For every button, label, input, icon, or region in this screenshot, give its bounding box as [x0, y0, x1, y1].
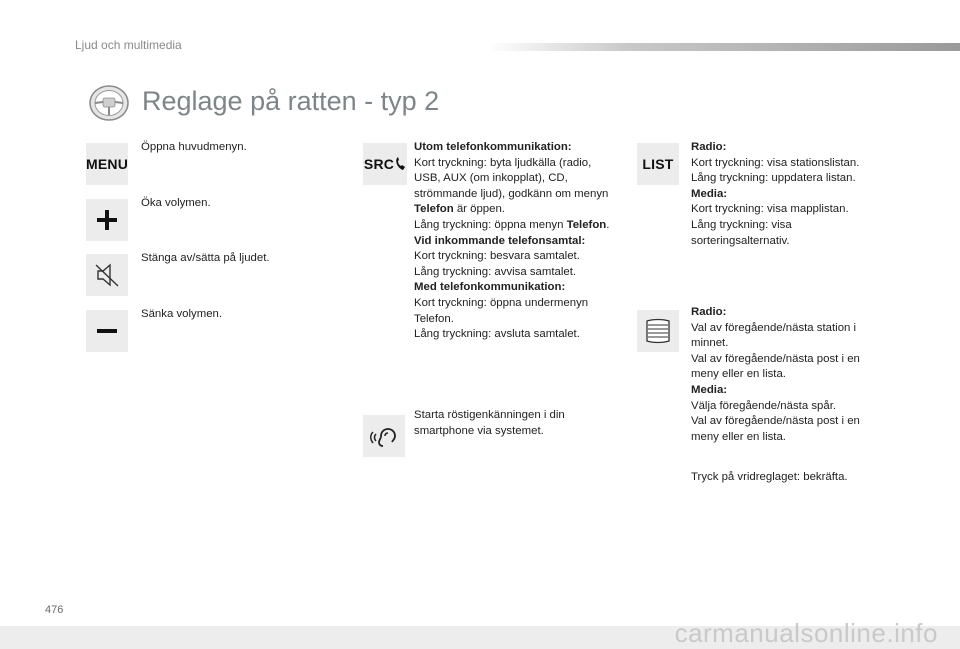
steering-wheel-icon: [88, 84, 130, 122]
phone-handset-icon: [394, 157, 406, 171]
volume-up-description: Öka volymen.: [141, 197, 211, 209]
src-icon-label: SRC: [363, 156, 395, 172]
thumbwheel-description: Radio: Val av föregående/nästa station i minnet. Val av föregående/nästa post i en meny eller en lista. Media: Välja föregående/nästa spår. Val av föregående/nästa post i en meny eller en lista.: [691, 306, 860, 443]
volume-up-icon: [86, 199, 128, 241]
header-divider: [488, 43, 960, 51]
list-heading-radio: Radio:: [691, 141, 727, 153]
src-telefon-bold: Telefon: [414, 203, 454, 216]
page-number: 476: [45, 604, 64, 616]
list-description: Radio: Kort tryckning: visa stationslistan. Lång tryckning: uppdatera listan. Media: Kort tryckning: visa mapplistan. Lång tryckning: visa sorteringsalternativ.: [691, 141, 860, 247]
wheel-heading-media: Media:: [691, 383, 728, 396]
src-heading-incoming: Vid inkommande telefonsamtal:: [414, 234, 586, 247]
wheel-heading-radio: Radio:: [691, 306, 727, 318]
src-heading-no-call: Utom telefonkommunikation:: [414, 141, 572, 153]
src-heading-in-call: Med telefonkommunikation:: [414, 281, 566, 294]
menu-icon-label: MENU: [85, 156, 129, 172]
src-short-press-text: Kort tryckning: byta ljudkälla (radio, USB, AUX (om inkopplat), CD, strömmande ljud), godkänn om menyn: [414, 156, 609, 200]
watermark: carmanualsonline.info: [674, 618, 938, 648]
list-icon-label: LIST: [642, 156, 674, 172]
src-description: Utom telefonkommunikation: Kort tryckning: byta ljudkälla (radio, USB, AUX (om inkopplat), CD, strömmande ljud), godkänn om menyn Telefon är öppen. Lång tryckning: öppna menyn Telefon. Vid inkommande telefonsamtal: Kort tryckning: besvara samtalet. Lång tryckning: avvisa samtalet. Med telefonkommunikation: Kort tryckning: öppna undermenyn Telefon. Lång tryckning: avsluta samtalet.: [414, 141, 610, 341]
mute-description: Stänga av/sätta på ljudet.: [141, 252, 270, 264]
page-title: Reglage på ratten - typ 2: [142, 86, 440, 116]
mute-icon: [86, 254, 128, 296]
list-button-icon: [637, 143, 679, 185]
volume-down-icon: [86, 310, 128, 352]
confirm-description: Tryck på vridreglaget: bekräfta.: [691, 471, 848, 483]
thumbwheel-icon: [637, 310, 679, 352]
voice-recognition-description: Starta röstigenkänningen i din smartphone via systemet.: [414, 409, 565, 437]
src-long-press-text: Lång tryckning: öppna menyn: [414, 218, 567, 231]
menu-description: Öppna huvudmenyn.: [141, 141, 247, 153]
section-label: Ljud och multimedia: [75, 38, 182, 52]
voice-recognition-icon: [363, 415, 405, 457]
src-button-icon: [363, 143, 407, 185]
menu-button-icon: [86, 143, 128, 185]
list-heading-media: Media:: [691, 187, 728, 200]
volume-down-description: Sänka volymen.: [141, 308, 223, 320]
